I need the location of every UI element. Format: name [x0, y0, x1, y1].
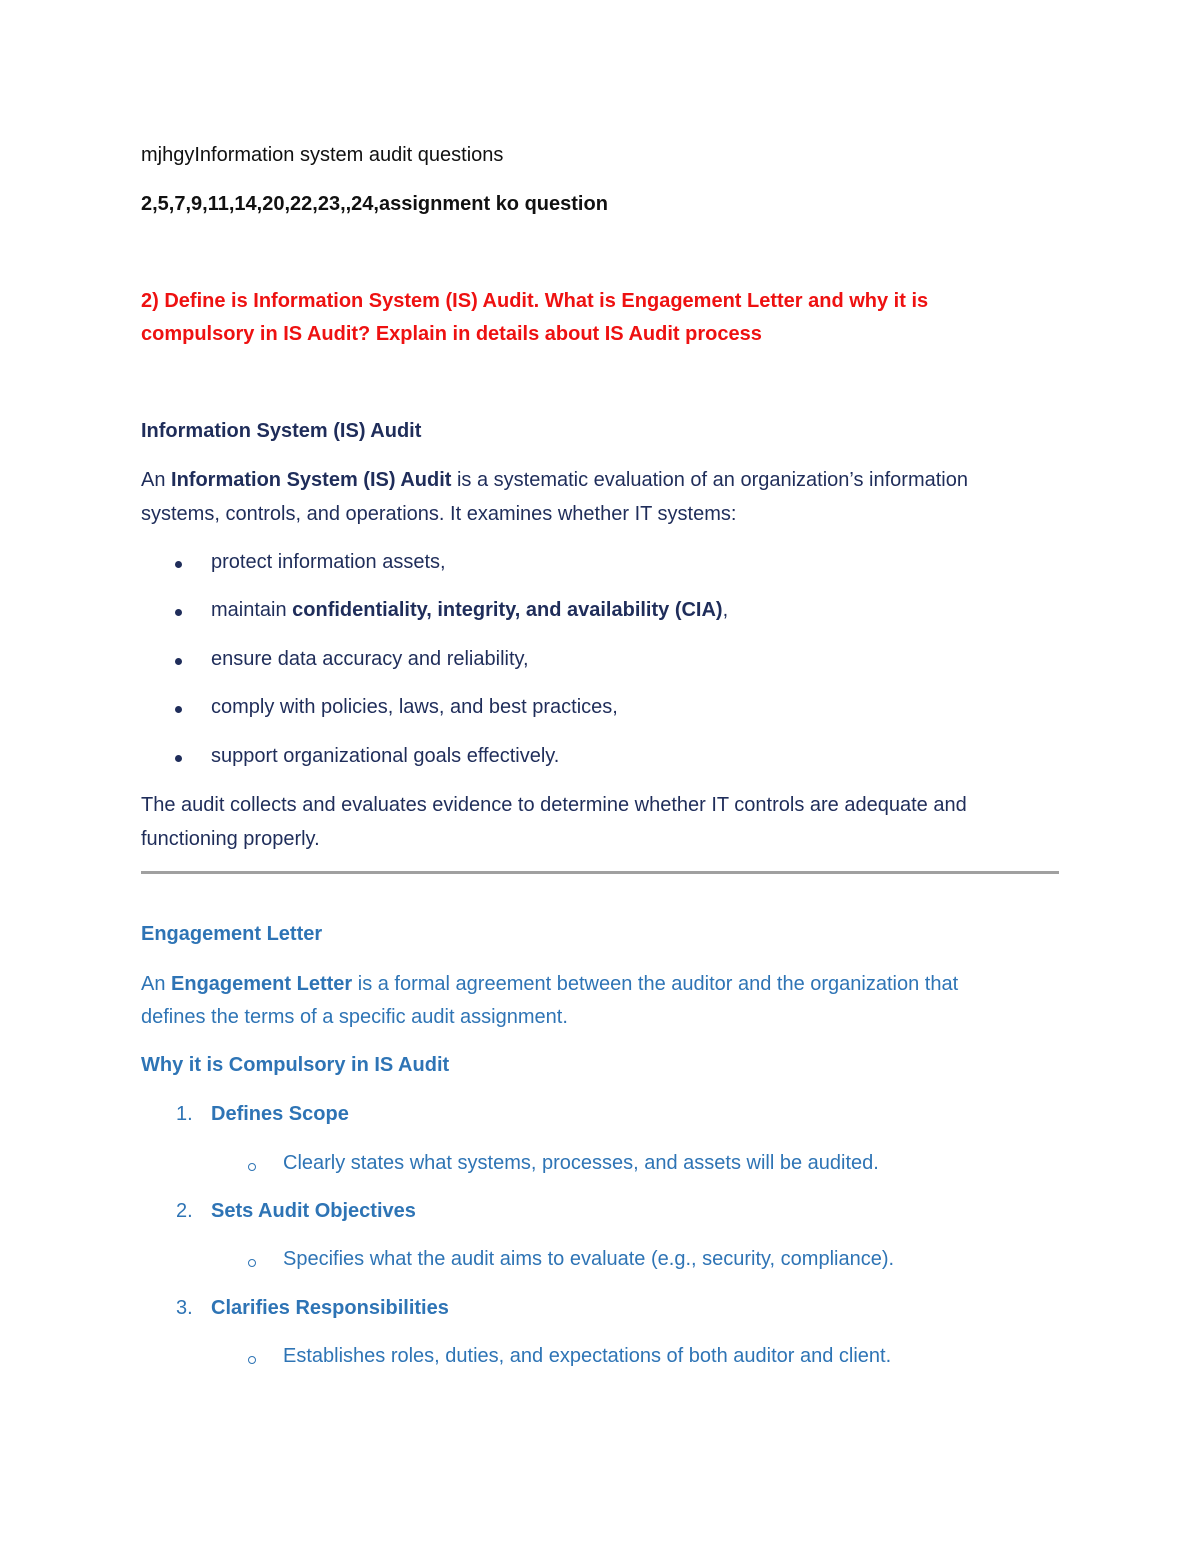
bullet-2-bold: confidentiality, integrity, and availability (CIA)	[292, 599, 723, 621]
item-detail-2: Specifies what the audit aims to evaluate (e.g., security, compliance).	[283, 1248, 895, 1270]
bullet-2-suffix: ,	[722, 599, 729, 621]
item-number-1: 1.	[176, 1103, 193, 1125]
item-detail-1: Clearly states what systems, processes, and assets will be audited.	[283, 1152, 879, 1174]
question-list: 2,5,7,9,11,14,20,22,23,,24,assignment ko question	[141, 193, 608, 215]
bullet-item-3: ensure data accuracy and reliability,	[211, 648, 529, 670]
bullet-icon	[175, 658, 182, 665]
is-audit-closing-line1: The audit collects and evaluates evidence to determine whether IT controls are adequate and	[141, 794, 967, 816]
is-audit-heading: Information System (IS) Audit	[141, 420, 422, 442]
question-line-2: compulsory in IS Audit? Explain in details about IS Audit process	[141, 323, 762, 345]
bullet-2-prefix: maintain	[211, 599, 293, 621]
bullet-icon	[175, 755, 182, 762]
is-audit-intro-line2: systems, controls, and operations. It examines whether IT systems:	[141, 503, 737, 525]
sub-bullet-circle-icon	[248, 1163, 256, 1171]
engagement-intro-rest: is a formal agreement between the auditor and the organization that	[352, 973, 959, 995]
item-number-2: 2.	[176, 1200, 193, 1222]
engagement-intro-prefix: An	[141, 973, 172, 995]
item-title-1: Defines Scope	[211, 1103, 349, 1125]
sub-bullet-circle-icon	[248, 1356, 256, 1364]
question-line-1: 2) Define is Information System (IS) Audit. What is Engagement Letter and why it is	[141, 290, 929, 312]
why-compulsory-heading: Why it is Compulsory in IS Audit	[141, 1054, 450, 1076]
is-audit-closing-line2: functioning properly.	[141, 828, 320, 850]
bullet-icon	[175, 561, 182, 568]
bullet-item-4: comply with policies, laws, and best practices,	[211, 696, 618, 718]
item-title-2: Sets Audit Objectives	[211, 1200, 416, 1222]
document-title: mjhgyInformation system audit questions	[141, 144, 504, 166]
intro-bold-term: Information System (IS) Audit	[171, 469, 452, 491]
intro-rest: is a systematic evaluation of an organization’s information	[451, 469, 968, 491]
bullet-icon	[175, 609, 182, 616]
bullet-item-5: support organizational goals effectively.	[211, 745, 560, 767]
is-audit-intro	[141, 469, 968, 492]
sub-bullet-circle-icon	[248, 1259, 256, 1267]
item-number-3: 3.	[176, 1297, 193, 1319]
bullet-item-1: protect information assets,	[211, 551, 446, 573]
bullet-icon	[175, 706, 182, 713]
engagement-intro-line2: defines the terms of a specific audit assignment.	[141, 1006, 568, 1028]
item-title-3: Clarifies Responsibilities	[211, 1297, 449, 1319]
engagement-intro-bold: Engagement Letter	[171, 973, 353, 995]
engagement-heading: Engagement Letter	[141, 923, 323, 945]
engagement-intro	[141, 973, 958, 996]
section-divider	[141, 871, 1059, 874]
bullet-item-2	[211, 599, 728, 622]
item-detail-3: Establishes roles, duties, and expectations of both auditor and client.	[283, 1345, 892, 1367]
intro-prefix: An	[141, 469, 172, 491]
